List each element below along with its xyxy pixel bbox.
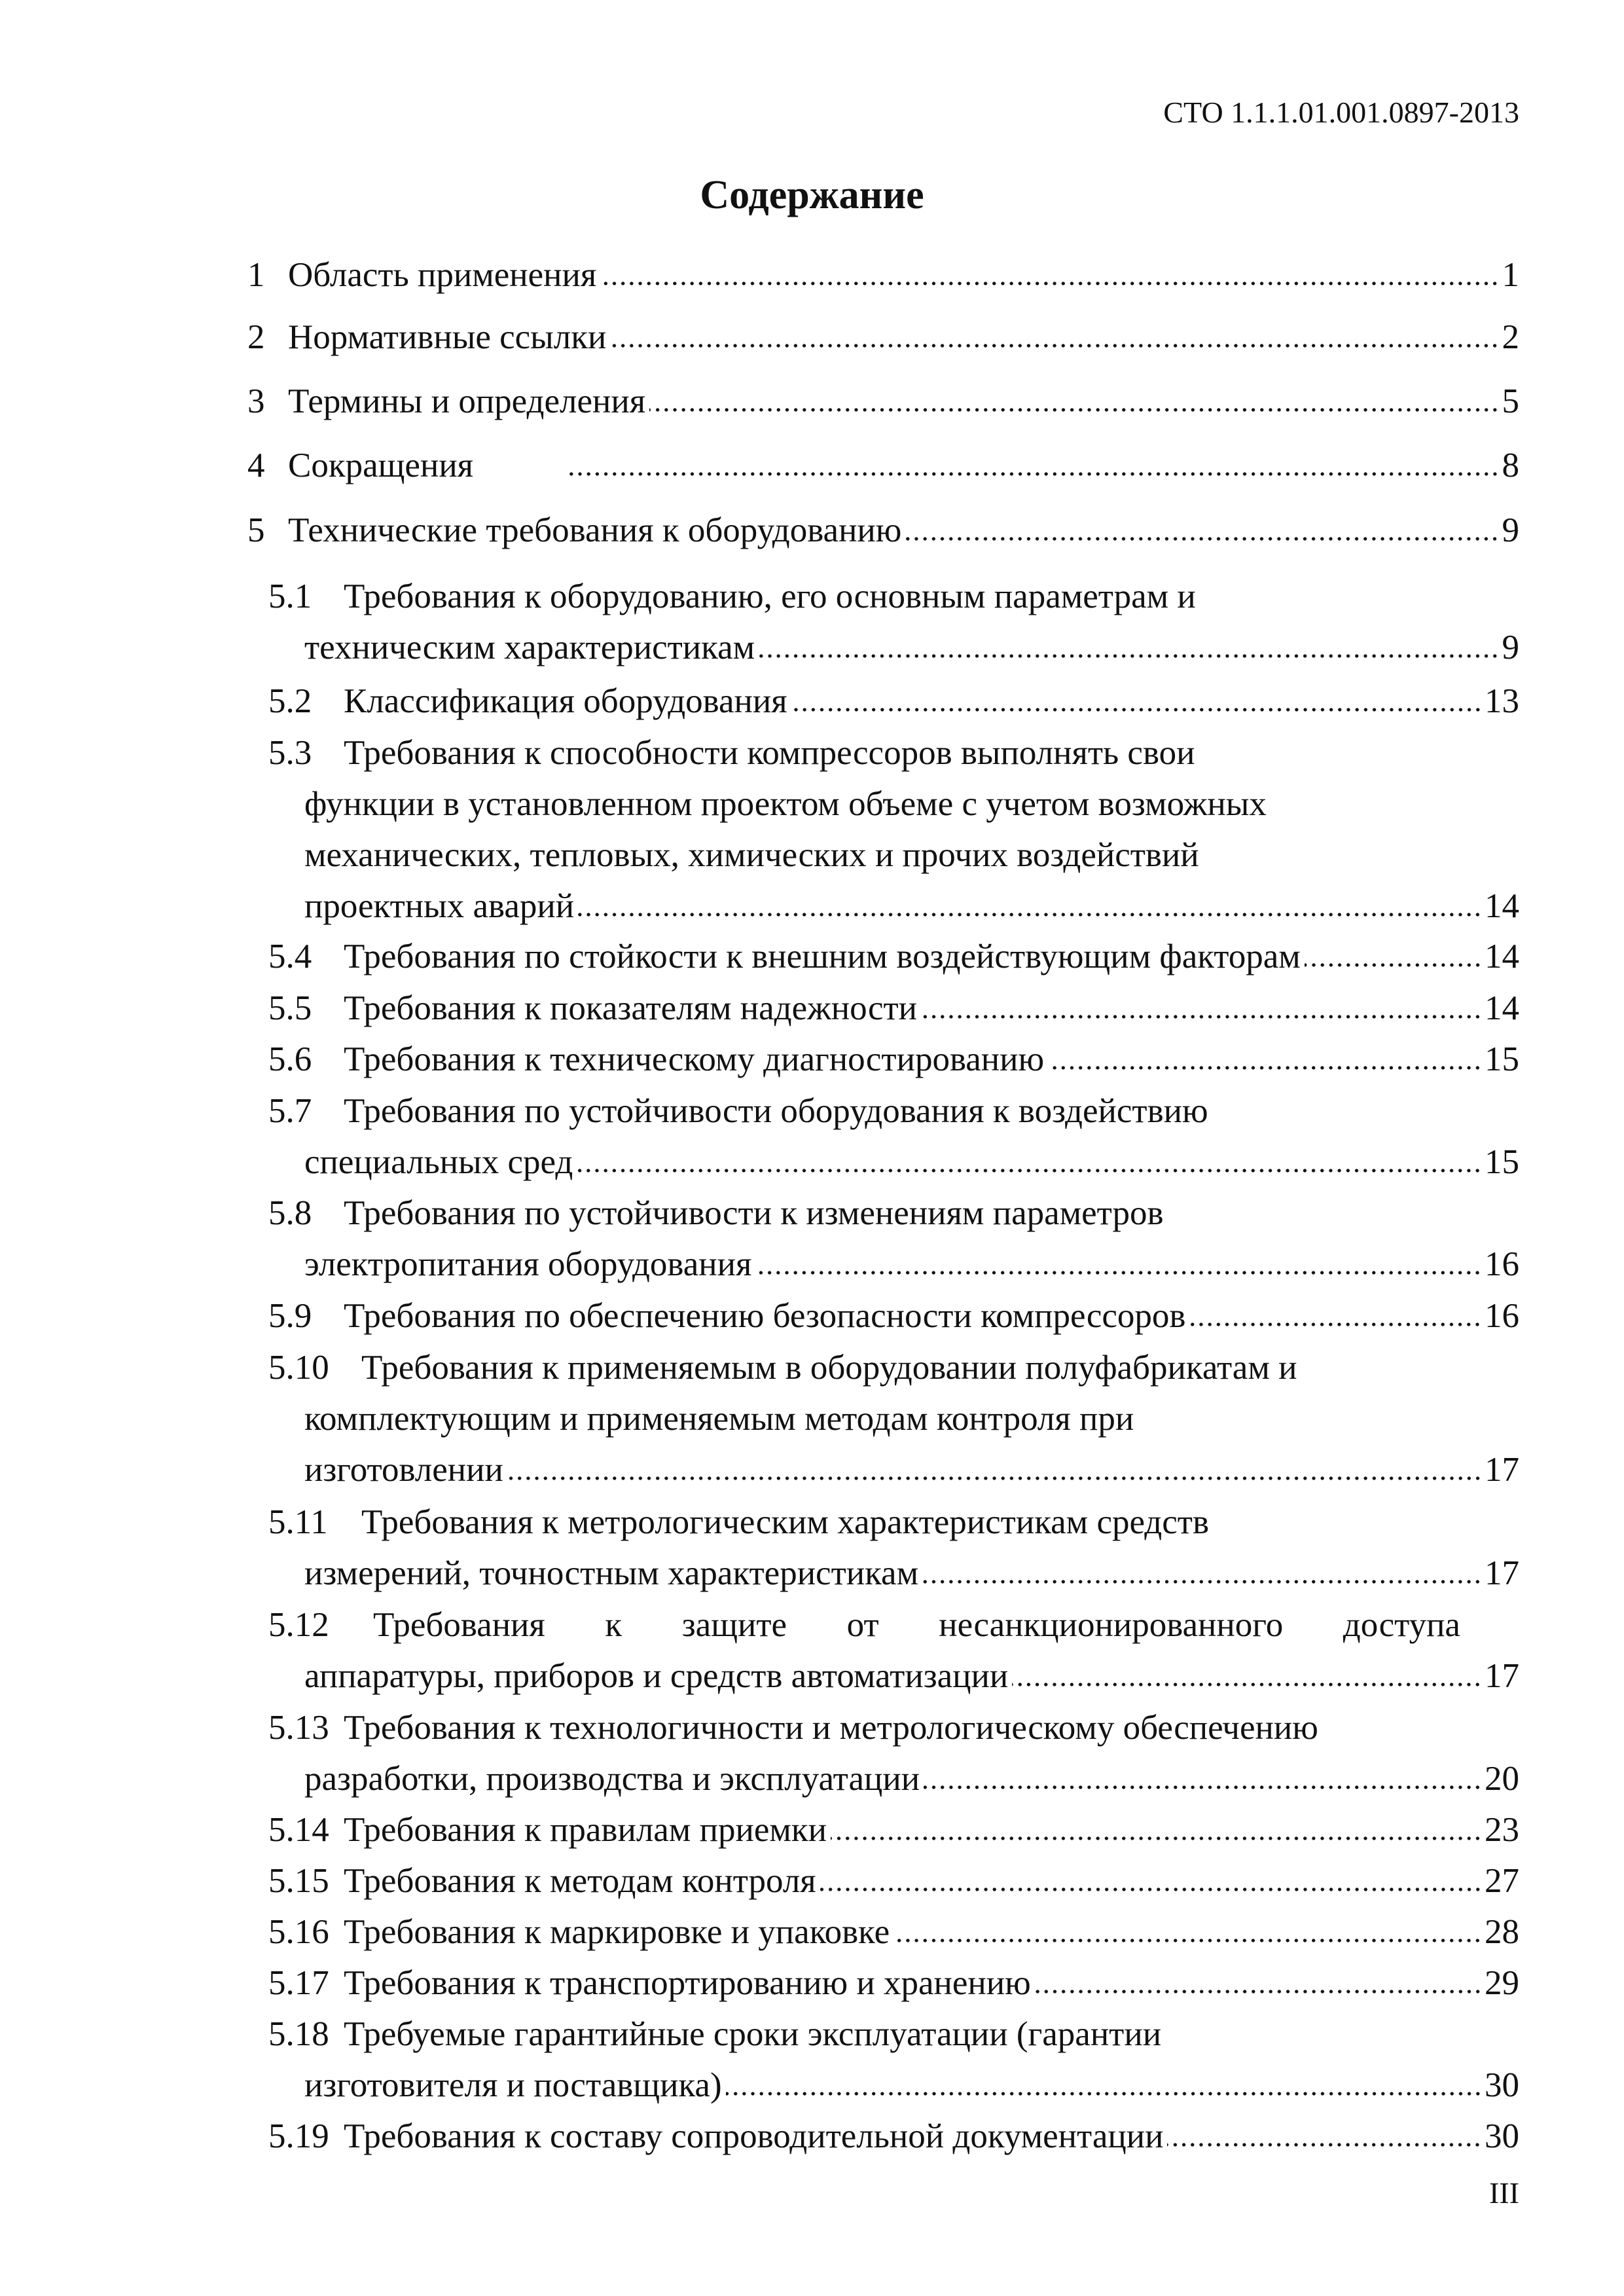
toc-entry-number: 5.8 <box>268 1194 312 1232</box>
toc-word: от <box>846 1606 879 1644</box>
toc-entry-text: аппаратуры, приборов и средств автоматизации <box>304 1657 1009 1695</box>
toc-entry-text: Требования к правилам приемки <box>344 1811 827 1849</box>
toc-entry-text: Требования к маркировке и упаковке <box>344 1913 890 1951</box>
page-title: Содержание <box>700 173 924 217</box>
toc-entry-text: Требования к транспортированию и хранению <box>344 1964 1031 2002</box>
toc-entry-line <box>0 678 1624 724</box>
toc-entry-text: функции в установленном проектом объеме с учетом возможных <box>304 785 1267 823</box>
dot-leader <box>1167 2142 1482 2147</box>
toc-entry-number: 5.11 <box>268 1503 328 1541</box>
toc-page-number: 13 <box>1485 682 1519 720</box>
toc-entry-text: Требования к методам контроля <box>344 1862 816 1900</box>
toc-entry-line <box>0 625 1624 670</box>
toc-page-number: 16 <box>1485 1297 1519 1335</box>
toc-word: к <box>605 1606 623 1644</box>
dot-leader <box>791 707 1482 712</box>
toc-entry-number: 5.15 <box>268 1862 329 1900</box>
toc-entry-number: 4 <box>247 446 265 484</box>
toc-page-number: 14 <box>1485 887 1519 925</box>
toc-entry-number: 5.19 <box>268 2117 329 2155</box>
toc-page-number: 30 <box>1485 2066 1519 2104</box>
toc-page-number: 8 <box>1502 446 1519 484</box>
toc-entry-number: 5.9 <box>268 1297 312 1335</box>
toc-entry-line <box>0 2062 1624 2108</box>
toc-entry-line <box>0 1653 1624 1699</box>
toc-page-number: 9 <box>1502 511 1519 549</box>
toc-entry-line <box>0 443 1624 488</box>
toc-page-number: 15 <box>1485 1143 1519 1181</box>
dot-leader <box>1189 1322 1482 1327</box>
dot-leader <box>577 1168 1482 1173</box>
toc-entry-line <box>0 1345 1624 1391</box>
dot-leader <box>507 1476 1482 1481</box>
toc-entry-text: Требования по устойчивости оборудования к воздействию <box>344 1092 1208 1130</box>
toc-page-number: 23 <box>1485 1811 1519 1849</box>
dot-leader <box>924 1785 1482 1790</box>
toc-entry-text: техническим характеристикам <box>304 629 755 666</box>
toc-page-number: 1 <box>1502 256 1519 294</box>
toc-page-number: 16 <box>1485 1245 1519 1283</box>
toc-entry-text <box>373 1602 1460 1648</box>
toc-entry-line <box>0 1088 1624 1134</box>
dot-leader <box>759 653 1499 659</box>
dot-leader <box>600 281 1499 286</box>
toc-entry-line <box>0 781 1624 827</box>
toc-entry-line <box>0 1499 1624 1545</box>
toc-entry-text: Сокращения <box>288 446 474 484</box>
dot-leader <box>820 1887 1482 1892</box>
toc-entry-line <box>0 1807 1624 1853</box>
dot-leader <box>1305 962 1482 968</box>
toc-entry-line <box>0 1909 1624 1955</box>
toc-page-number: 17 <box>1485 1451 1519 1489</box>
toc-page-number: 28 <box>1485 1913 1519 1951</box>
dot-leader <box>755 1270 1482 1275</box>
toc-entry-number: 5.4 <box>268 938 312 975</box>
toc-entry-line <box>0 1960 1624 2006</box>
toc-entry-line <box>0 832 1624 878</box>
toc-page-number: 20 <box>1485 1760 1519 1798</box>
toc-entry-line <box>0 1036 1624 1082</box>
document-code: СТО 1.1.1.01.001.0897-2013 <box>1163 96 1519 129</box>
toc-entry-line <box>0 574 1624 619</box>
toc-entry-line <box>0 1293 1624 1339</box>
toc-page-number: 15 <box>1485 1040 1519 1078</box>
toc-entry-text: Требуемые гарантийные сроки эксплуатации (гарантии <box>344 2015 1162 2053</box>
toc-page-number: 17 <box>1485 1554 1519 1592</box>
dot-leader <box>1035 1989 1482 1994</box>
toc-entry-text: Классификация оборудования <box>344 682 787 720</box>
toc-entry-number: 5 <box>247 511 265 549</box>
dot-leader <box>922 1579 1482 1584</box>
toc-entry-number: 2 <box>247 318 265 356</box>
dot-leader <box>1012 1682 1482 1687</box>
toc-entry-line <box>0 1858 1624 1904</box>
toc-page-number: 30 <box>1485 2117 1519 2155</box>
toc-entry-text: Требования по обеспечению безопасности компрессоров <box>344 1297 1186 1335</box>
toc-page-number: 14 <box>1485 989 1519 1027</box>
toc-entry-line <box>0 1756 1624 1802</box>
toc-entry-line <box>0 2011 1624 2057</box>
toc-page-number: 29 <box>1485 1964 1519 2002</box>
toc-entry-line <box>0 1396 1624 1442</box>
toc-entry-number: 5.5 <box>268 989 312 1027</box>
toc-entry-text: Нормативные ссылки <box>288 318 607 356</box>
toc-word: Требования <box>373 1606 545 1644</box>
toc-entry-number: 5.2 <box>268 682 312 720</box>
toc-word: доступа <box>1343 1606 1460 1644</box>
toc-entry-line <box>0 1447 1624 1493</box>
toc-entry-line <box>0 1550 1624 1596</box>
toc-entry-number: 5.13 <box>268 1709 329 1747</box>
toc-entry-number: 3 <box>247 382 265 420</box>
toc-entry-text: изготовителя и поставщика) <box>304 2066 722 2104</box>
toc-entry-text: Требования к показателям надежности <box>344 989 918 1027</box>
toc-page-number: 14 <box>1485 938 1519 975</box>
dot-leader <box>905 536 1499 541</box>
toc-entry-text: Термины и определения <box>288 382 646 420</box>
dot-leader <box>893 1938 1482 1943</box>
toc-entry-number: 5.3 <box>268 734 312 772</box>
toc-entry-text: Требования к оборудованию, его основным параметрам и <box>344 577 1196 615</box>
toc-entry-text: Требования к метрологическим характеристикам средств <box>361 1503 1209 1541</box>
toc-entry-line <box>0 378 1624 424</box>
dot-leader <box>831 1836 1482 1841</box>
toc-page-number: 2 <box>1502 318 1519 356</box>
dot-leader <box>610 343 1499 348</box>
dot-leader <box>566 471 1500 477</box>
dot-leader <box>1048 1065 1482 1070</box>
toc-entry-line <box>0 507 1624 553</box>
toc-entry-number: 5.18 <box>268 2015 329 2053</box>
toc-entry-line <box>0 985 1624 1031</box>
toc-page-number: 27 <box>1485 1862 1519 1900</box>
toc-entry-line <box>0 1705 1624 1751</box>
toc-entry-text: Требования к техническому диагностированию <box>344 1040 1045 1078</box>
toc-entry-number: 5.17 <box>268 1964 329 2002</box>
page-number: III <box>1489 2176 1519 2210</box>
toc-entry-number: 5.12 <box>268 1606 329 1644</box>
toc-entry-text: Требования к составу сопроводительной документации <box>344 2117 1164 2155</box>
toc-entry-line <box>0 934 1624 979</box>
dot-leader <box>921 1014 1482 1019</box>
toc-entry-text: проектных аварий <box>304 887 575 925</box>
toc-word: защите <box>681 1606 787 1644</box>
toc-entry-line <box>0 1602 1624 1648</box>
toc-entry-text: Технические требования к оборудованию <box>288 511 902 549</box>
toc-entry-line <box>0 1190 1624 1236</box>
toc-entry-line <box>0 2113 1624 2159</box>
dot-leader <box>726 2091 1482 2096</box>
toc-entry-text: изготовлении <box>304 1451 503 1489</box>
toc-entry-line <box>0 314 1624 360</box>
toc-page-number: 17 <box>1485 1657 1519 1695</box>
toc-entry-text: электропитания оборудования <box>304 1245 752 1283</box>
toc-entry-text: разработки, производства и эксплуатации <box>304 1760 920 1798</box>
toc-word: несанкционированного <box>939 1606 1284 1644</box>
toc-entry-line <box>0 1139 1624 1185</box>
toc-entry-number: 5.10 <box>268 1349 329 1387</box>
toc-entry-text: Требования к технологичности и метрологическому обеспечению <box>344 1709 1318 1747</box>
toc-entry-number: 1 <box>247 256 265 294</box>
toc-entry-text: Область применения <box>288 256 597 294</box>
toc-entry-text: Требования по стойкости к внешним воздействующим факторам <box>344 938 1301 975</box>
toc-entry-number: 5.1 <box>268 577 312 615</box>
dot-leader <box>649 407 1499 412</box>
toc-entry-number: 5.14 <box>268 1811 329 1849</box>
toc-entry-text: Требования к способности компрессоров выполнять свои <box>344 734 1195 772</box>
toc-entry-text: комплектующим и применяемым методам контроля при <box>304 1400 1134 1438</box>
toc-entry-line <box>0 1241 1624 1287</box>
toc-entry-text: Требования по устойчивости к изменениям параметров <box>344 1194 1164 1232</box>
toc-entry-text: специальных сред <box>304 1143 573 1181</box>
toc-entry-number: 5.16 <box>268 1913 329 1951</box>
toc-page-number: 9 <box>1502 629 1519 666</box>
toc-entry-line <box>0 883 1624 929</box>
dot-leader <box>578 912 1482 917</box>
toc-entry-text: измерений, точностным характеристикам <box>304 1554 919 1592</box>
toc-entry-line <box>0 252 1624 298</box>
toc-page-number: 5 <box>1502 382 1519 420</box>
toc-entry-line <box>0 730 1624 776</box>
toc-entry-text: Требования к применяемым в оборудовании полуфабрикатам и <box>361 1349 1297 1387</box>
toc-entry-text: механических, тепловых, химических и прочих воздействий <box>304 836 1199 874</box>
toc-entry-number: 5.7 <box>268 1092 312 1130</box>
toc-entry-number: 5.6 <box>268 1040 312 1078</box>
